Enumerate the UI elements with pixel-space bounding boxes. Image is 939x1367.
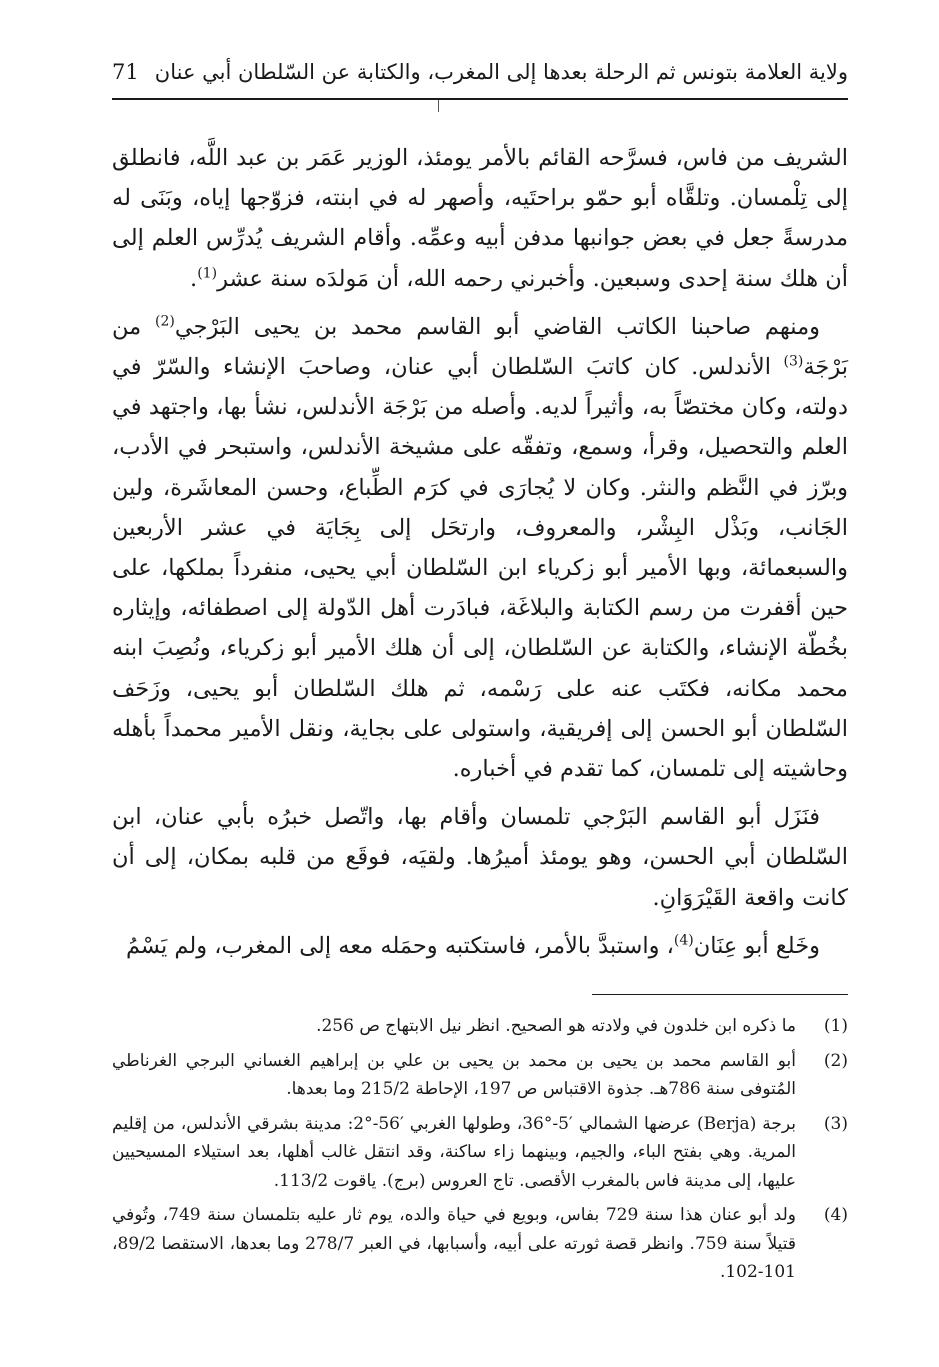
running-header — [112, 52, 848, 92]
paragraph-1-end: . — [190, 265, 198, 292]
paragraph-1-text: الشريف من فاس، فسرَّحه القائم بالأمر يومئذ، الوزير عَمَر بن عبد اللَّه، فانطلق إلى تِلْمسان. وتلقَّاه أبو حمّو براحتَيه، وأصهر له في ابنته، فزوّجها إياه، وبَنَى له مدرسةً جعل في بعض جوانبها مدفن أبيه وعمِّه. وأقام الشريف يُدرِّس العلم إلى أن هلك سنة إحدى وسبعين. وأخبرني رحمه الله، أن مَولدَه سنة عشر — [112, 145, 848, 292]
paragraph-2-text-b: من بَرْجَة — [112, 313, 848, 381]
footnotes — [112, 1012, 848, 1293]
paragraph-4-text-b: ، واستبدَّ بالأمر، فاستكتبه وحمَله معه إلى المغرب، ولم يَسْمُ — [125, 932, 674, 959]
paragraph-4 — [112, 926, 848, 966]
page-number: 71 — [112, 60, 139, 84]
main-text — [112, 138, 848, 974]
footnote-4 — [112, 1201, 848, 1287]
footnote-ref-1: (1) — [197, 265, 218, 282]
header-rule — [112, 98, 848, 100]
footnote-3 — [112, 1110, 848, 1196]
footnote-separator — [592, 994, 848, 995]
running-title: ولاية العلامة بتونس ثم الرحلة بعدها إلى المغرب، والكتابة عن السّلطان أبي عنان — [154, 60, 848, 84]
footnote-text: ما ذكره ابن خلدون في ولادته هو الصحيح. انظر نيل الابتهاج ص 256. — [316, 1016, 796, 1036]
footnote-number: (1) — [823, 1016, 848, 1036]
footnote-number: (2) — [823, 1050, 848, 1071]
footnote-ref-2: (2) — [155, 313, 175, 330]
footnote-ref-3: (3) — [783, 353, 804, 370]
paragraph-2 — [112, 307, 848, 789]
footnote-ref-4: (4) — [673, 932, 694, 949]
paragraph-3: فنَزَل أبو القاسم البَرْجي تلمسان وأقام بها، واتّصل خبرُه بأبي عنان، ابن السّلطان أبي الحسن، وهو يومئذ أميرُها. ولقيَه، فوقَع من قلبه بمكان، إلى أن كانت واقعة القَيْرَوَانِ. — [112, 804, 848, 911]
footnote-text: أبو القاسم محمد بن يحيى بن محمد بن يحيى بن علي بن إبراهيم الغساني البرجي الغرناطي المُتوفى سنة 786هـ. جذوة الاقتباس ص 197، الإحاطة 215/2 وما بعدها. — [112, 1050, 796, 1099]
header-tick-mark — [438, 100, 439, 112]
footnote-text: برجة (Berja) عرضها الشمالي ‎36°-5′‎، وطولها الغربي ‎2°-56′‎: مدينة بشرقي الأندلس، من إقليم المرية. وهي بفتح الباء، والجيم، وبينهما زاء ساكنة، وقد انتقل غالب أهلها، بعد استيلاء المسيحيين عليها، إلى مدينة فاس بالمغرب الأقصى. تاج العروس (برج). ياقوت 113/2. — [112, 1113, 796, 1191]
paragraph-4-text-a: وخَلع أبو عِنَان — [693, 932, 820, 959]
paragraph-1 — [112, 138, 848, 299]
paragraph-2-text-a: ومنهم صاحبنا الكاتب القاضي أبو القاسم محمد بن يحيى البَرْجي — [174, 313, 820, 340]
footnote-text: ولد أبو عنان هذا سنة 729 بفاس، وبويع في حياة والده، يوم ثار عليه بتلمسان سنة 749، وتُوفي قتيلاً سنة 759. وانظر قصة ثورته على أبيه، وأسبابها، في العبر 278/7 وما بعدها، الاستقصا 89/2، 101-102. — [112, 1205, 796, 1282]
footnote-number: (3) — [823, 1113, 848, 1134]
paragraph-2-text-c: الأندلس. كان كاتبَ السّلطان أبي عنان، وصاحبَ الإنشاء والسّرّ في دولته، وكان مختصّاً به، وأثيراً لديه. وأصله من بَرْجَة الأندلس، نشأ بها، واجتهد في العلم والتحصيل، وقرأ، وسمع، وتفقّه على مشيخة الأندلس، واستبحر في الأدب، وبرّز في النَّظم والنثر. وكان لا يُجارَى في كرَم الطِّباع، وحسن المعاشَرة، ولين الجَانب، وبَذْل البِشْر، والمعروف، وارتحَل إلى بِجَايَة في عشر الأربعين والسبعمائة، وبها الأمير أبو زكرياء ابن السّلطان أبي يحيى، منفرداً بملكها، على حين أقفرت من رسم الكتابة والبلاغَة، فبادَرت أهل الدّولة إلى اصطفائه، وإيثاره بخُطّة الإنشاء، والكتابة عن السّلطان، إلى أن هلك الأمير أبو زكرياء، ونُصِبَ ابنه محمد مكانه، فكتَب عنه على رَسْمه، ثم هلك السّلطان أبو يحيى، وزَحَف السّلطان أبو الحسن إلى إفريقية، واستولى على بجاية، ونقل الأمير محمداً بأهله وحاشيته إلى تلمسان، كما تقدم في أخباره. — [112, 354, 848, 783]
footnote-number: (4) — [823, 1205, 848, 1225]
footnote-2 — [112, 1047, 848, 1104]
footnote-1 — [112, 1012, 848, 1041]
